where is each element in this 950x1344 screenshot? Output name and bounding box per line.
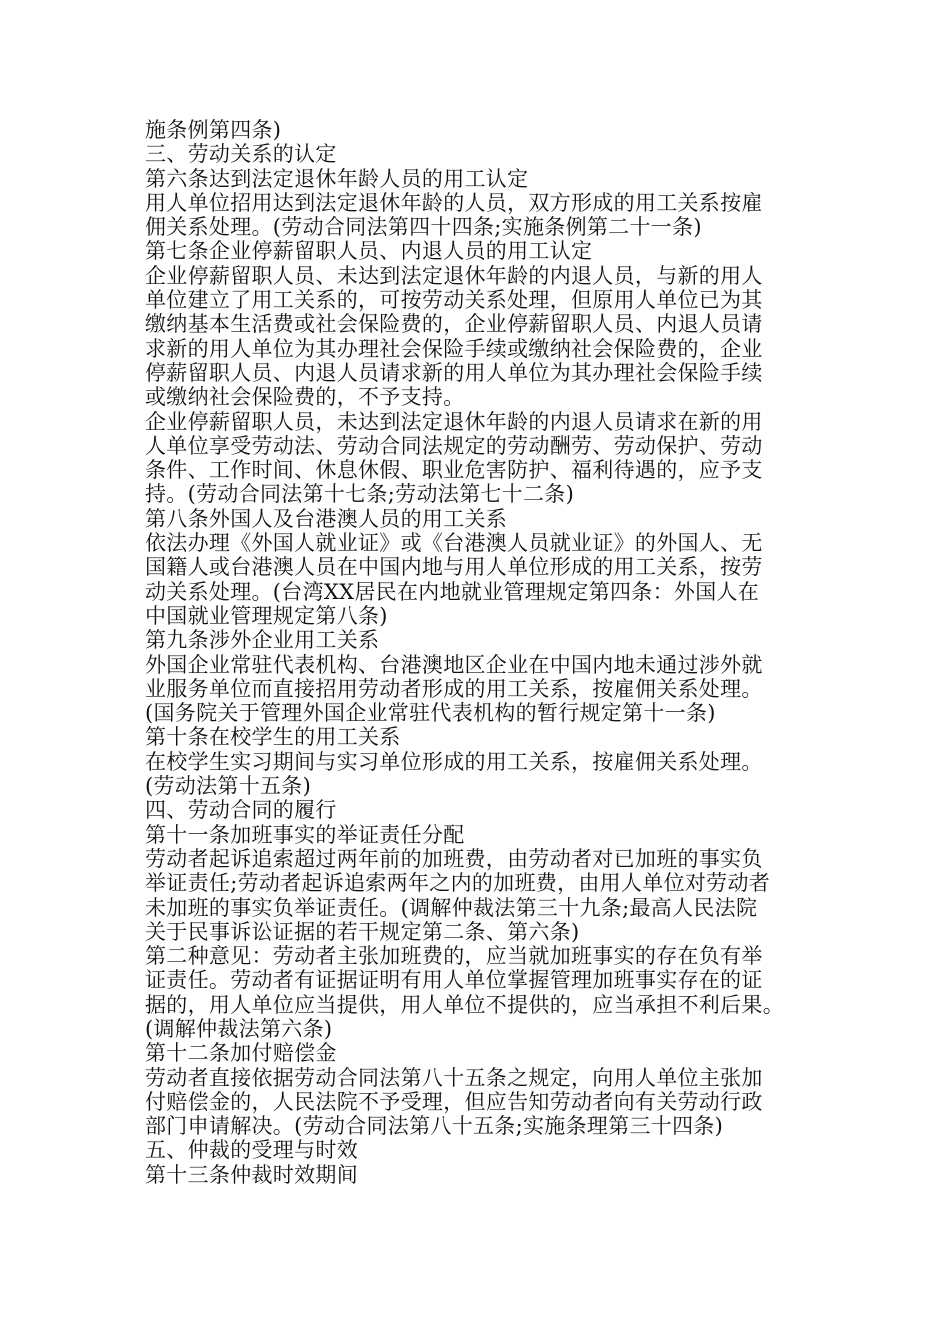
text-line: 部门申请解决。(劳动合同法第八十五条;实施条理第三十四条) (145, 1114, 724, 1139)
text-line: 企业停薪留职人员，未达到法定退休年龄的内退人员请求在新的用 (145, 409, 763, 434)
text-line: 求新的用人单位为其办理社会保险手续或缴纳社会保险费的，企业 (145, 336, 763, 361)
text-line: 佣关系处理。(劳动合同法第四十四条;实施条例第二十一条) (145, 215, 702, 240)
document-page (145, 118, 815, 1187)
text-line: 第二种意见：劳动者主张加班费的，应当就加班事实的存在负有举 (145, 944, 763, 969)
article-heading: 第七条企业停薪留职人员、内退人员的用工认定 (145, 239, 593, 264)
text-line: 依法办理《外国人就业证》或《台港澳人员就业证》的外国人、无 (145, 531, 763, 556)
text-line: 或缴纳社会保险费的，不予支持。 (145, 385, 465, 410)
text-line: (国务院关于管理外国企业常驻代表机构的暂行规定第十一条) (145, 701, 716, 726)
text-line: 外国企业常驻代表机构、台港澳地区企业在中国内地未通过涉外就 (145, 652, 763, 677)
text-line: 付赔偿金的，人民法院不予受理，但应告知劳动者向有关劳动行政 (145, 1089, 763, 1114)
article-heading: 第八条外国人及台港澳人员的用工关系 (145, 506, 508, 531)
text-line: (劳动法第十五条) (145, 774, 312, 799)
text-line: 用人单位招用达到法定退休年龄的人员，双方形成的用工关系按雇 (145, 190, 763, 215)
article-heading: 第十三条仲裁时效期间 (145, 1162, 358, 1187)
text-line: 动关系处理。(台湾XX居民在内地就业管理规定第四条：外国人在 (145, 579, 760, 604)
text-line: 国籍人或台港澳人员在中国内地与用人单位形成的用工关系，按劳 (145, 555, 763, 580)
article-heading: 第十条在校学生的用工关系 (145, 725, 401, 750)
text-line: 业服务单位而直接招用劳动者形成的用工关系，按雇佣关系处理。 (145, 676, 763, 701)
text-line: 证责任。劳动者有证据证明有用人单位掌握管理加班事实存在的证 (145, 968, 763, 993)
text-line: 据的，用人单位应当提供，用人单位不提供的，应当承担不利后果。 (145, 992, 784, 1017)
text-line: 在校学生实习期间与实习单位形成的用工关系，按雇佣关系处理。 (145, 749, 763, 774)
text-line: (调解仲裁法第六条) (145, 1016, 333, 1041)
text-line: 持。(劳动合同法第十七条;劳动法第七十二条) (145, 482, 575, 507)
text-line: 施条例第四条) (145, 118, 282, 142)
text-line: 停薪留职人员、内退人员请求新的用人单位为其办理社会保险手续 (145, 360, 763, 385)
text-line: 关于民事诉讼证据的若干规定第二条、第六条) (145, 919, 580, 944)
text-line: 条件、工作时间、休息休假、职业危害防护、福利待遇的，应予支 (145, 458, 763, 483)
text-line: 人单位享受劳动法、劳动合同法规定的劳动酬劳、劳动保护、劳动 (145, 433, 763, 458)
article-heading: 第十二条加付赔偿金 (145, 1041, 337, 1066)
text-line: 举证责任;劳动者起诉追索两年之内的加班费，由用人单位对劳动者 (145, 871, 771, 896)
article-heading: 第十一条加班事实的举证责任分配 (145, 822, 465, 847)
section-heading: 三、劳动关系的认定 (145, 142, 337, 167)
text-line: 中国就业管理规定第八条) (145, 603, 388, 628)
text-line: 劳动者起诉追索超过两年前的加班费，由劳动者对已加班的事实负 (145, 846, 763, 871)
section-heading: 四、劳动合同的履行 (145, 798, 337, 823)
text-line: 未加班的事实负举证责任。(调解仲裁法第三十九条;最高人民法院 (145, 895, 758, 920)
text-line: 缴纳基本生活费或社会保险费的，企业停薪留职人员、内退人员请 (145, 312, 763, 337)
section-heading: 五、仲裁的受理与时效 (145, 1138, 358, 1163)
text-line: 企业停薪留职人员、未达到法定退休年龄的内退人员，与新的用人 (145, 263, 763, 288)
text-line: 劳动者直接依据劳动合同法第八十五条之规定，向用人单位主张加 (145, 1065, 763, 1090)
text-line: 单位建立了用工关系的，可按劳动关系处理，但原用人单位已为其 (145, 288, 763, 313)
article-heading: 第九条涉外企业用工关系 (145, 628, 380, 653)
article-heading: 第六条达到法定退休年龄人员的用工认定 (145, 166, 529, 191)
